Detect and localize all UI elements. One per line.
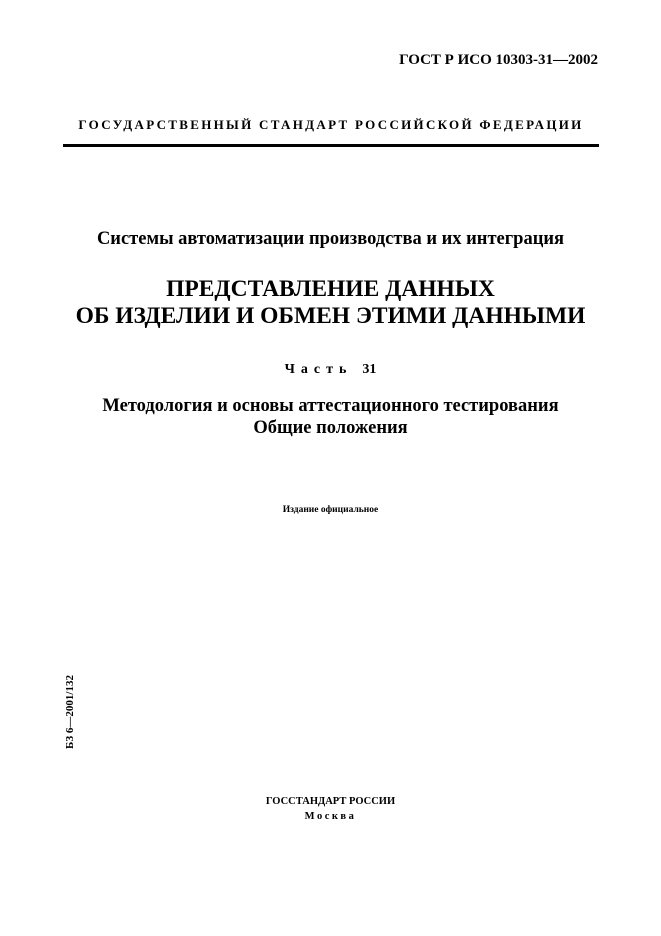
main-title-line-1: ПРЕДСТАВЛЕНИЕ ДАННЫХ	[166, 276, 495, 302]
state-standard-heading: ГОСУДАРСТВЕННЫЙ СТАНДАРТ РОССИЙСКОЙ ФЕДЕРАЦИИ	[78, 117, 584, 132]
header-divider	[63, 144, 599, 147]
main-title-line-2: ОБ ИЗДЕЛИИ И ОБМЕН ЭТИМИ ДАННЫМИ	[75, 303, 586, 329]
series-title: Системы автоматизации производства и их интеграция	[96, 229, 565, 249]
subtitle-line-2: Общие положения	[253, 418, 408, 438]
part-heading	[0, 362, 661, 378]
part-number: 31	[362, 362, 377, 377]
subtitle-line-1: Методология и основы аттестационного тестирования	[102, 396, 559, 416]
publisher: ГОССТАНДАРТ РОССИИ	[265, 796, 396, 807]
side-registration-code: БЗ 6—2001/132	[64, 675, 76, 749]
publication-city: Москва	[304, 811, 357, 822]
part-label: Часть	[284, 362, 353, 377]
gost-number: ГОСТ Р ИСО 10303-31—2002	[399, 52, 598, 68]
edition-note: Издание официальное	[282, 505, 379, 515]
subtitle	[0, 395, 661, 439]
main-title	[0, 276, 661, 330]
